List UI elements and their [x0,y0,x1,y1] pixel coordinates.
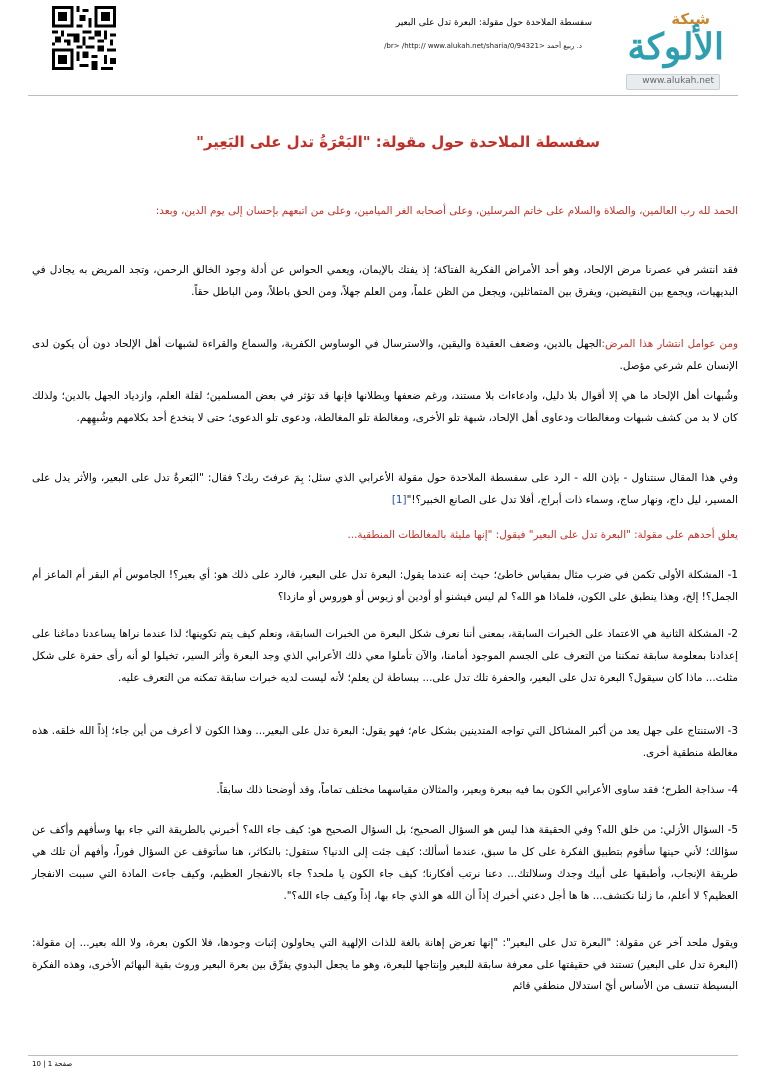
paragraph-article-intro [32,467,738,511]
paragraph-causes [32,333,738,377]
causes-highlight: ومن عوامل انتشار هذا المرض: [601,338,738,350]
qr-code-icon [52,6,116,70]
paragraph-problem-4: 4- سذاجة الطرح؛ فقد ساوى الأعرابي الكون بما فيه ببعرة وبعير، والمثالان مقياسهما مختلف تماماً، وقد أوضحنا ذلك سابقاً. [216,784,738,796]
paragraph-problem-5: 5- السؤال الأزلي: من خلق الله؟ وفي الحقيقة هذا ليس هو السؤال الصحيح؛ بل السؤال الصحيح هو: كيف جاء الله؟ أخبرني بالطريقة التي جاء بها وسأفهم وأكف عن سؤالك؛ لأني حينها سأقوم بتطبيق الفكرة على كل ما سبق، عندما أسألك: كيف جئت إلى الدنيا؟ ستقول: بالتكاثر، هنا سأتوقف عن السؤال فوراً، وأفهم أن تلك هي طريقة الإنجاب، وأطبقها على أبيك وجدك وسلالتك... دعنا نرتب أفكارنا؛ كيف جاء الكون يا ملحد؟ جاء بالانفجار العظيم، وكيف جاءت المادة التي سببت الانفجار العظيم؟ لا أعلم، ما زلنا نكتشف... ها ها أجل دعني أخبرك إذاً أن الله هو الذي جاء بها، إذاً وكيف جاء الله؟". [32,824,738,902]
paragraph-atheism-disease: فقد انتشر في عصرنا مرض الإلحاد، وهو أحد الأمراض الفكرية الفتاكة؛ إذ يفتك بالإيمان، ويعمي الحواس عن أدلة وجود الخالق الرحمن، وتجد المريض به يجادل في البديهيات، ويجمع بين النقيضين، ويفرق بين المتماثلين، ويجعل من الظن علماً، ومن العلم جهلاً، ومن الحق باطلاً، ومن الباطل حقاً. [32,264,738,298]
header-title: سفسطة الملاحدة حول مقولة: البعرة تدل على البعير [395,18,592,28]
paragraph-doubts: وشُبهات أهل الإلحاد ما هي إلا أقوال بلا دليل، وادعاءات بلا مستند، ورغم ضعفها وبطلانها فإنها قد تؤثر في بعض المسلمين؛ لقلة العلم، وازدياد الجهل بالدين؛ ولذلك كان لا بد من كشف شبهات ومغالطات ودعاوى أهل الإلحاد، شبهة تلو الأخرى، ومغالطة تلو المغالطة، ودعوى تلو الدعوى؛ حتى لا ينخدع أحد بكلامهم وشُبهِهم. [32,390,738,424]
article-intro-text: وفي هذا المقال سنتناول - بإذن الله - الرد على سفسطة الملاحدة حول مقولة الأعرابي الذي سئل: بِمَ عرفتَ ربك؟ فقال: "البَعرةُ تدل على البعير، والأثر يدل على المسير، ليل داج، ونهار ساج، وسماء ذات أبراج، أفلا تدل على الصانع الخبير؟!" [32,472,738,506]
page-number: صفحة 1 | 10 [32,1060,73,1068]
header-divider [28,95,738,96]
header-author-link[interactable]: د. ربيع أحمد <br> /http:// www.alukah.net/sharia/0/94321/ [384,42,582,50]
paragraph-claim: يعلق أحدهم على مقولة: "البعرة تدل على البعير" فيقول: "إنها مليئة بالمغالطات المنطقية... [347,529,738,541]
article-title: سفسطة الملاحدة حول مقولة: "البَعْرَةُ تدل على البَعِير" [196,133,600,151]
site-logo[interactable] [618,6,728,90]
logo-main-text: الألوكة [627,26,724,68]
intro-paragraph: الحمد لله رب العالمين، والصلاة والسلام على خاتم المرسلين، وعلى أصحابه الغر الميامين، وعلى من اتبعهم بإحسان إلى يوم الدين، وبعد: [155,205,738,217]
paragraph-second-atheist: ويقول ملحد آخر عن مقولة: "البعرة تدل على البعير": "إنها تعرض إهانة بالغة للذات الإلهية التي يحاولون إثبات وجودها، فلا الكون بعرة، ولا الله بعير... إن مقولة: (البعرة تدل على البعير) تستند في حقيقتها على معرفة سابقة للبعير وإنتاجها للبعرة، وهو ما يجعل البدوي يفرِّق بين بعرة البعير وروث بقية البهائم الأخرى، وهذه الفكرة البسيطة تنسف من الأساس أيّ استدلال منطقي قائم [32,937,738,993]
paragraph-problem-2: 2- المشكلة الثانية هي الاعتماد على الخبرات السابقة، بمعنى أننا نعرف شكل البعرة من الخبرات السابقة، ونعلم كيف يتم تكوينها؛ لذا عندما نراها يساعدنا دماغنا على إعدادنا بمعلومة سابقة تمكننا من التعرف على الجسم الموجود أمامنا، والآن تأملوا معي ذلك الأعرابي الذي وجد البعرة وأثر السير، تخيلوا لو أنه رأى حفرة على شكل مثلث... ماذا كان سيقول؟ البعرة تدل على البعير، والحفرة تلك تدل على... ببساطة لن يعلم؛ لأنه ليست لديه خبرات سابقة تمكنه من التعرف عليه. [32,628,738,684]
footnote-link[interactable]: [1] [391,494,407,506]
logo-top-text: شبكة [671,10,710,28]
causes-text: الجهل بالدين، وضعف العقيدة واليقين، والاسترسال في الوساوس الكفرية، والسماع والقراءة لشبهات أهل الإلحاد دون أن يكون لدى الإنسان علم شرعي مؤصل. [32,338,738,372]
footer-divider [28,1055,738,1056]
paragraph-problem-3: 3- الاستنتاج على جهل يعد من أكبر المشاكل التي تواجه المتدينين بشكل عام؛ فهو يقول: البعرة تدل على البعير... وهذا الكون لا أعرف من أين جاء؛ إذاً الله خلقه. هذه مغالطة منطقية أخرى. [32,725,738,759]
logo-url-text: www.alukah.net [642,76,714,86]
paragraph-problem-1: 1- المشكلة الأولى تكمن في ضرب مثال بمقياس خاطئ؛ حيث إنه عندما يقول: البعرة تدل على البعير، فالرد على ذلك هو: أي بعير؟! الجاموس أم البقر أم الماعز أم الجمل؟! إلخ، وهذا ينطبق على الكون، فلماذا هو الله؟ لم ليس فيشنو أو أودين أو زيوس أو هوروس أو مازدا؟ [32,569,738,603]
